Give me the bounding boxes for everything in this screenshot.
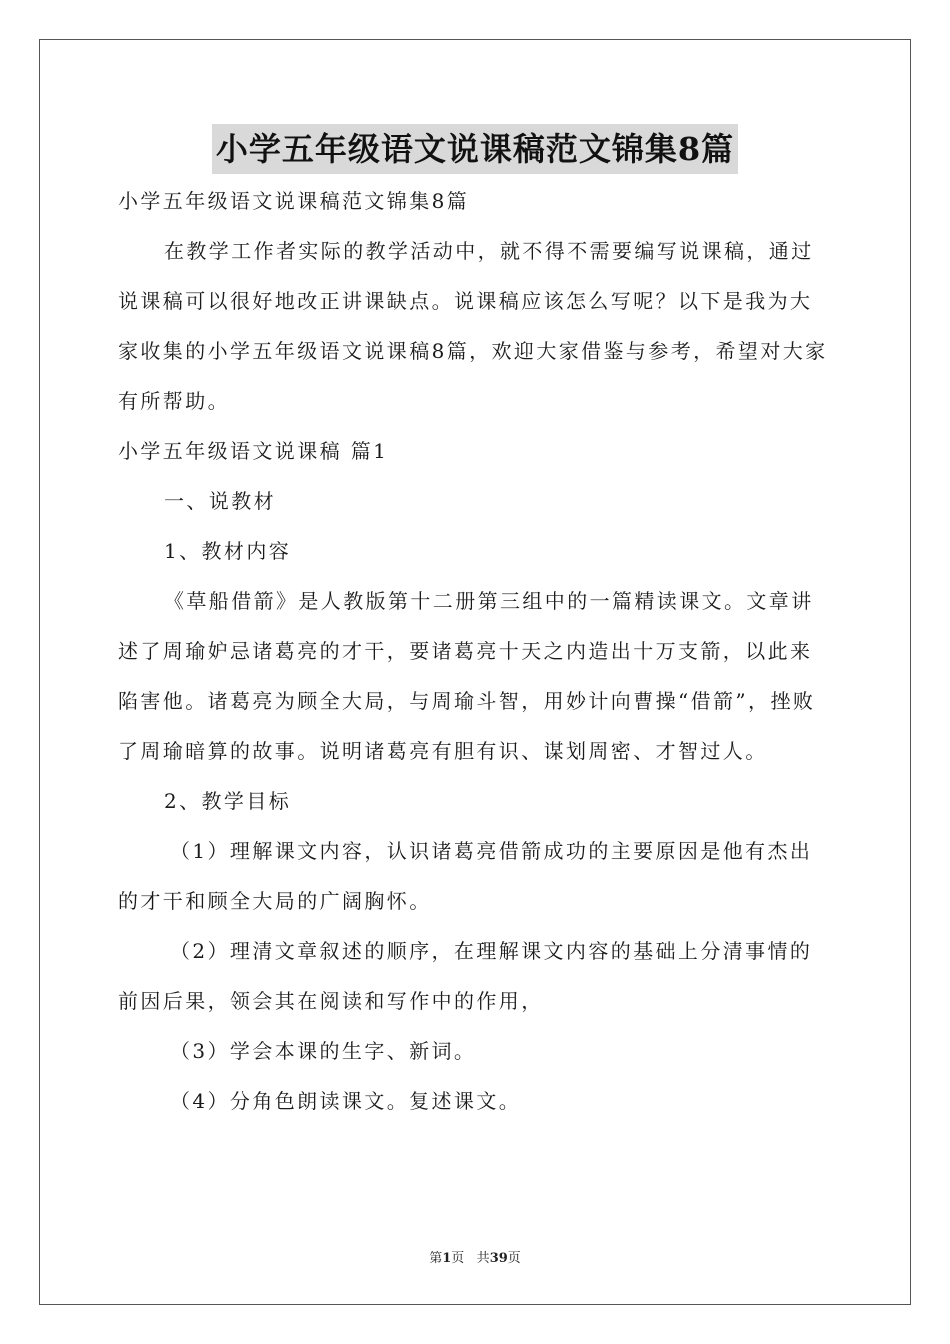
item-heading: 2、教学目标 <box>164 789 292 813</box>
objective-item: （2）理清文章叙述的顺序，在理解课文内容的基础上分清事情的前因后果，领会其在阅读和写作中的作用， <box>118 939 813 1013</box>
page-label-suffix: 页 <box>451 1251 465 1266</box>
document-body <box>118 176 834 1126</box>
body-paragraph: 《草船借箭》是人教版第十二册第三组中的一篇精读课文。文章讲述了周瑜妒忌诸葛亮的才干，要诸葛亮十天之内造出十万支箭，以此来陷害他。诸葛亮为顾全大局，与周瑜斗智，用妙计向曹操“借箭”，挫败了周瑜暗算的故事。说明诸葛亮有胆有识、谋划周密、才智过人。 <box>118 589 816 763</box>
title-container <box>0 124 950 174</box>
document-title: 小学五年级语文说课稿范文锦集8篇 <box>212 124 738 174</box>
objective-item: （1）理解课文内容，认识诸葛亮借箭成功的主要原因是他有杰出的才干和顾全大局的广阔胸怀。 <box>118 839 813 913</box>
subtitle-line: 小学五年级语文说课稿范文锦集8篇 <box>118 189 470 213</box>
subsection-heading: 一、说教材 <box>164 489 276 513</box>
item-heading: 1、教材内容 <box>164 539 292 563</box>
total-label-prefix: 共 <box>476 1251 490 1266</box>
page-footer <box>0 1247 950 1266</box>
page-number: 1 <box>442 1251 452 1266</box>
total-pages: 39 <box>489 1251 508 1266</box>
objective-item: （3）学会本课的生字、新词。 <box>170 1039 477 1063</box>
page-label-prefix: 第 <box>429 1251 443 1266</box>
total-label-suffix: 页 <box>507 1251 521 1266</box>
section-heading: 小学五年级语文说课稿 篇1 <box>118 439 389 463</box>
intro-paragraph: 在教学工作者实际的教学活动中，就不得不需要编写说课稿，通过说课稿可以很好地改正讲课缺点。说课稿应该怎么写呢？以下是我为大家收集的小学五年级语文说课稿8篇，欢迎大家借鉴与参考，希望对大家有所帮助。 <box>118 239 828 413</box>
objective-item: （4）分角色朗读课文。复述课文。 <box>170 1089 522 1113</box>
